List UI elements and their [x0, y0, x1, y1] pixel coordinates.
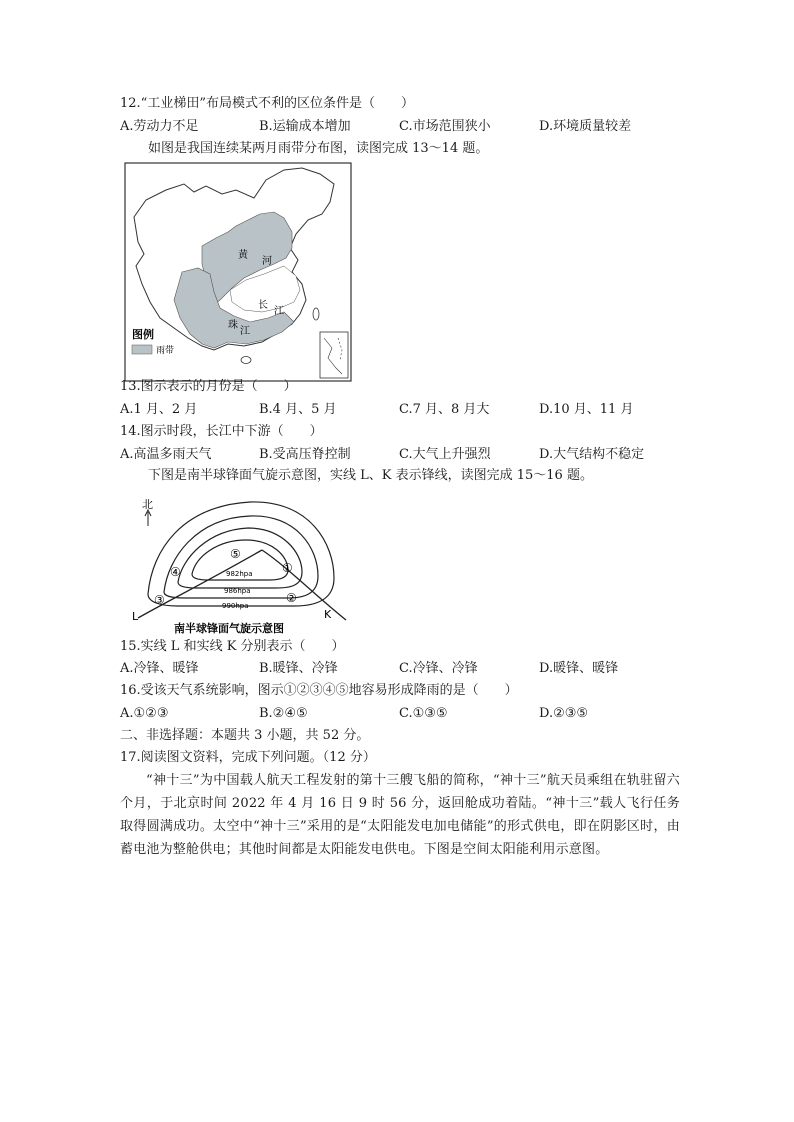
- q16-option-c: C.①③⑤: [399, 706, 448, 721]
- q14-option-d: D.大气结构不稳定: [539, 447, 645, 462]
- label-he: 河: [262, 256, 272, 267]
- label-huang: 黄: [238, 250, 248, 261]
- frontal-cyclone-diagram: [126, 492, 356, 636]
- q15-option-b: B.暖锋、冷锋: [259, 661, 338, 676]
- point-5: ⑤: [230, 547, 241, 561]
- q14-option-b: B.受高压脊控制: [259, 447, 351, 462]
- q14-stem: 14.图示时段，长江中下游（ ）: [120, 424, 323, 439]
- q14-option-c: C.大气上升强烈: [399, 447, 491, 462]
- q13-option-a: A.1 月、2 月: [120, 402, 198, 417]
- label-k: K: [324, 608, 332, 621]
- q16-options: [120, 705, 680, 723]
- q12-option-d: D.环境质量较差: [539, 119, 632, 134]
- point-2: ②: [286, 591, 297, 605]
- q14-options: [120, 446, 680, 464]
- q12-stem: 12.“工业梯田”布局模式不利的区位条件是（ ）: [120, 96, 414, 111]
- intro-15-16: 下图是南半球锋面气旋示意图，实线 L、K 表示锋线，读图完成 15～16 题。: [148, 468, 593, 483]
- rain-band-map: [124, 162, 352, 382]
- cyclone-caption: 南半球锋面气旋示意图: [174, 622, 284, 635]
- point-1: ①: [282, 561, 293, 575]
- q12-option-c: C.市场范围狭小: [399, 119, 491, 134]
- q15-option-d: D.暖锋、暖锋: [539, 661, 619, 676]
- legend-label: 雨带: [156, 346, 175, 356]
- q15-options: [120, 660, 680, 678]
- legend-title: 图例: [132, 328, 154, 341]
- hainan-island: [241, 357, 251, 364]
- label-zhu: 珠: [228, 320, 238, 331]
- legend-swatch: [132, 345, 152, 354]
- isobar-label-986: 986hpa: [224, 587, 251, 595]
- q12-option-a: A.劳动力不足: [120, 119, 199, 134]
- point-3: ③: [154, 593, 165, 607]
- q15-option-c: C.冷锋、冷锋: [399, 661, 478, 676]
- q17-passage: “神十三”为中国载人航天工程发射的第十三艘飞船的简称，“神十三”航天员乘组在轨驻留六个月，于北京时间 2022 年 4 月 16 日 9 时 56 分，返回舱成功着陆。“神十三”载人飞行任务取得圆满成功。太空中“神十三”采用的是“太阳能发电加电储能”的形式供电，即在阴影区时，由蓄电池为整舱供电；其他时间都是太阳能发电供电。下图是空间太阳能利用示意图。: [120, 773, 680, 857]
- q16-option-a: A.①②③: [120, 706, 169, 721]
- q16-option-b: B.②④⑤: [259, 706, 308, 721]
- intro-13-14: 如图是我国连续某两月雨带分布图，读图完成 13～14 题。: [148, 141, 489, 156]
- isobar-label-982: 982hpa: [226, 570, 253, 578]
- q13-option-b: B.4 月、5 月: [259, 402, 337, 417]
- q16-stem: 16.受该天气系统影响，图示①②③④⑤地容易形成降雨的是（ ）: [120, 683, 518, 698]
- q15-option-a: A.冷锋、暖锋: [120, 661, 199, 676]
- q14-option-a: A.高温多雨天气: [120, 447, 212, 462]
- section-2-heading: 二、非选择题：本题共 3 小题，共 52 分。: [120, 728, 370, 743]
- q15-stem: 15.实线 L 和实线 K 分别表示（ ）: [120, 639, 345, 654]
- q12-option-b: B.运输成本增加: [259, 119, 351, 134]
- isobar-label-990: 990hpa: [222, 602, 249, 610]
- south-sea-inset: [320, 332, 348, 378]
- label-jiang2: 江: [240, 326, 250, 337]
- q13-option-d: D.10 月、11 月: [539, 402, 634, 417]
- taiwan-island: [313, 308, 319, 320]
- label-jiang: 江: [274, 306, 284, 317]
- q13-option-c: C.7 月、8 月大: [399, 402, 490, 417]
- label-l: L: [132, 610, 139, 623]
- label-chang: 长: [258, 300, 268, 311]
- point-4: ④: [170, 565, 181, 579]
- q17-stem: 17.阅读图文资料，完成下列问题。（12 分）: [120, 750, 376, 765]
- q12-options: [120, 118, 680, 136]
- q13-stem: 13.图示表示的月份是（ ）: [120, 379, 297, 394]
- q16-option-d: D.②③⑤: [539, 706, 589, 721]
- q13-options: [120, 401, 680, 419]
- north-label: 北: [142, 498, 153, 511]
